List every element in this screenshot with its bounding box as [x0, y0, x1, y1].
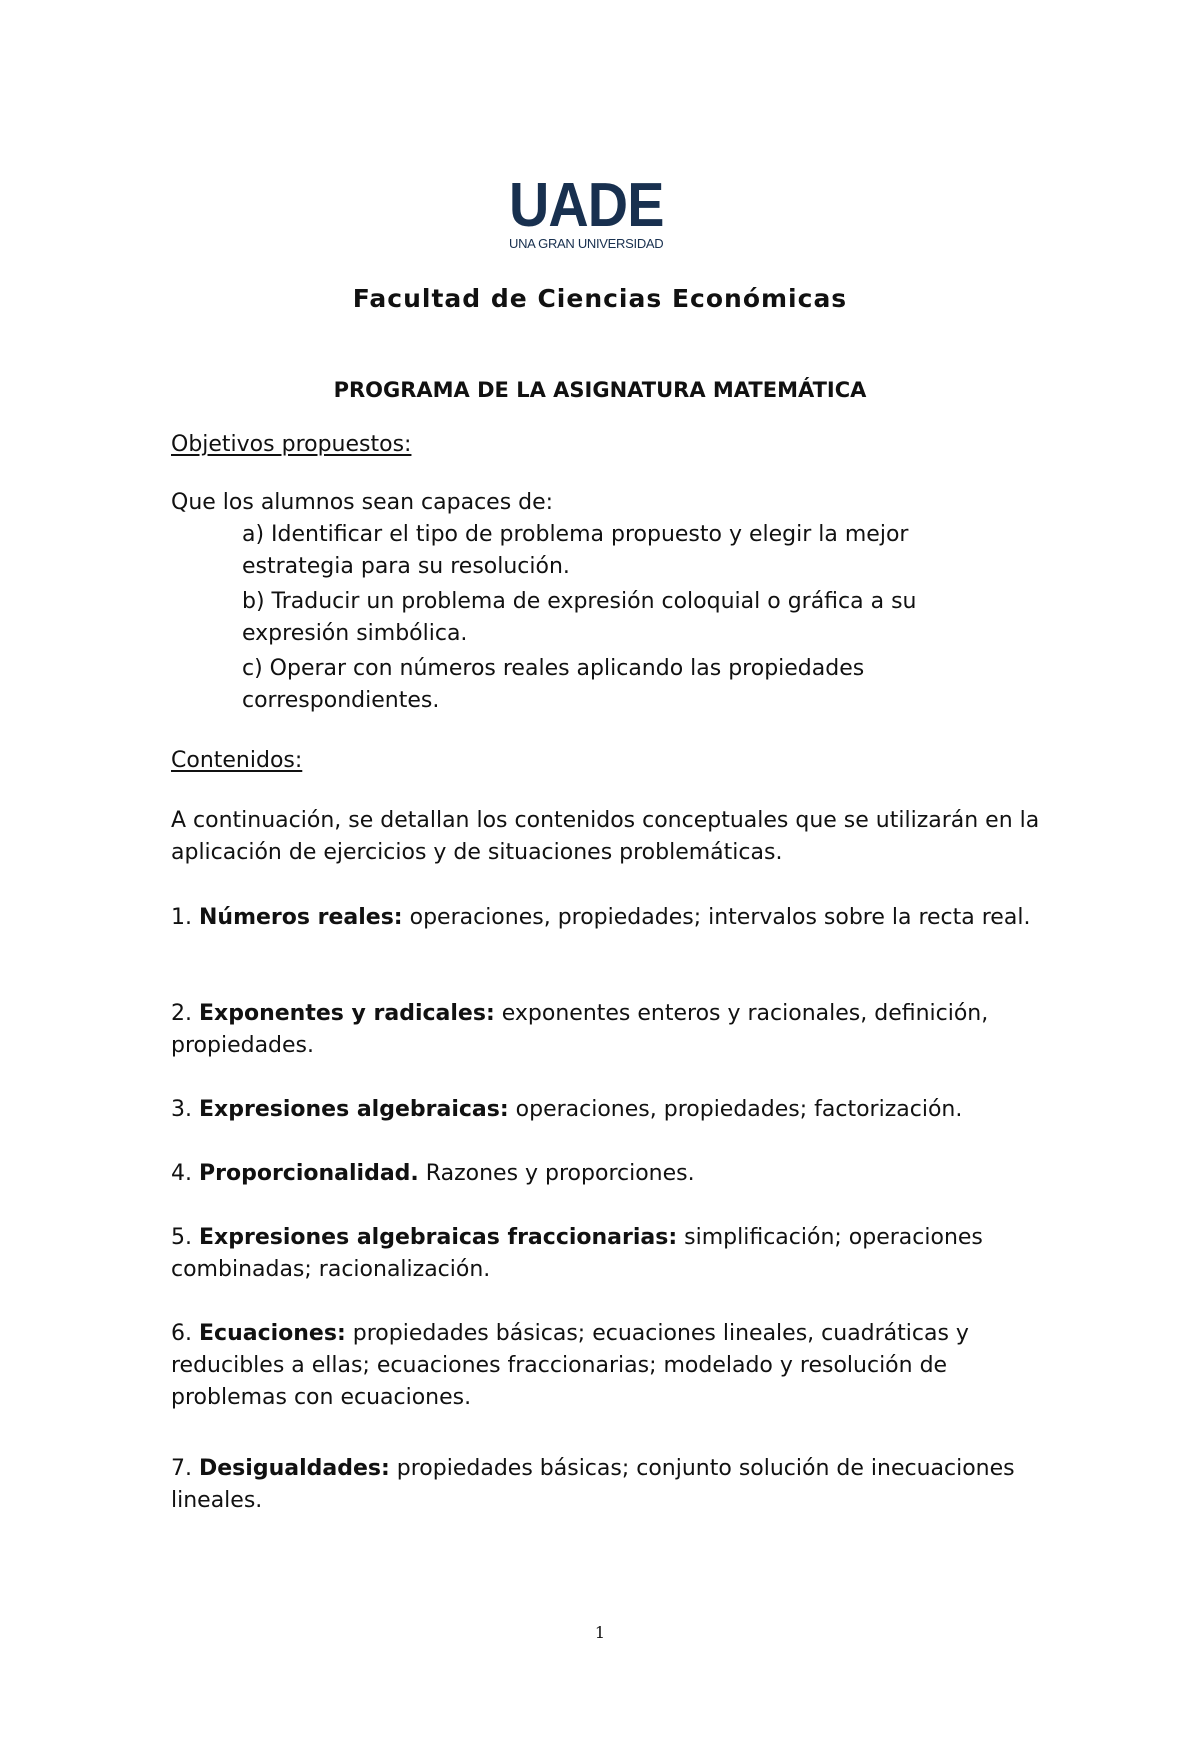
- faculty-title: Facultad de Ciencias Económicas: [352, 284, 848, 313]
- content-item-1: [171, 902, 1051, 934]
- page-number: 1: [594, 1623, 606, 1642]
- objective-item-a: a) Identificar el tipo de problema propuesto y elegir la mejor estrategia para su resolución.: [242, 522, 909, 579]
- program-title: PROGRAMA DE LA ASIGNATURA MATEMÁTICA: [333, 378, 867, 402]
- content-item-title: Ecuaciones:: [199, 1321, 346, 1346]
- content-item-text: simplificación; operaciones combinadas; racionalización.: [171, 1225, 983, 1282]
- content-item-title: Proporcionalidad.: [199, 1161, 419, 1186]
- objectives-heading: Objetivos propuestos:: [171, 432, 412, 457]
- content-item-number: 4.: [171, 1161, 192, 1186]
- content-item-text: operaciones, propiedades; factorización.: [515, 1097, 963, 1122]
- content-item-number: 6.: [171, 1321, 192, 1346]
- content-item-7: [171, 1453, 1051, 1517]
- objective-item-c: c) Operar con números reales aplicando las propiedades correspondientes.: [242, 656, 865, 713]
- objectives-intro: Que los alumnos sean capaces de:: [171, 490, 554, 515]
- content-item-text: exponentes enteros y racionales, definición, propiedades.: [171, 1001, 989, 1058]
- logo-tagline: UNA GRAN UNIVERSIDAD: [509, 236, 664, 251]
- contents-heading: Contenidos:: [171, 748, 303, 773]
- content-item-text: propiedades básicas; ecuaciones lineales, cuadráticas y reducibles a ellas; ecuaciones fraccionarias; modelado y resolución de problemas con ecuaciones.: [171, 1321, 969, 1410]
- objectives-list: [242, 519, 1002, 720]
- logo-wordmark: UADE: [509, 171, 664, 240]
- content-item-number: 5.: [171, 1225, 192, 1250]
- content-item-text: Razones y proporciones.: [425, 1161, 695, 1186]
- content-item-6: [171, 1318, 1051, 1414]
- content-item-3: [171, 1094, 1051, 1126]
- content-item-number: 3.: [171, 1097, 192, 1122]
- content-item-title: Expresiones algebraicas fraccionarias:: [199, 1225, 678, 1250]
- content-item-5: [171, 1222, 1051, 1286]
- content-item-4: [171, 1158, 1051, 1190]
- contents-intro: A continuación, se detallan los contenidos conceptuales que se utilizarán en la aplicación de ejercicios y de situaciones problemáticas.: [171, 808, 1040, 865]
- content-item-title: Números reales:: [199, 905, 403, 930]
- content-item-number: 7.: [171, 1456, 192, 1481]
- objective-item-b: b) Traducir un problema de expresión coloquial o gráfica a su expresión simbólica.: [242, 589, 917, 646]
- content-item-number: 2.: [171, 1001, 192, 1026]
- content-item-text: propiedades básicas; conjunto solución de inecuaciones lineales.: [171, 1456, 1015, 1513]
- content-item-title: Desigualdades:: [199, 1456, 390, 1481]
- content-item-number: 1.: [171, 905, 192, 930]
- content-item-2: [171, 998, 1051, 1062]
- content-item-text: operaciones, propiedades; intervalos sobre la recta real.: [409, 905, 1031, 930]
- uade-logo: [509, 171, 684, 251]
- content-item-title: Exponentes y radicales:: [199, 1001, 495, 1026]
- content-item-title: Expresiones algebraicas:: [199, 1097, 509, 1122]
